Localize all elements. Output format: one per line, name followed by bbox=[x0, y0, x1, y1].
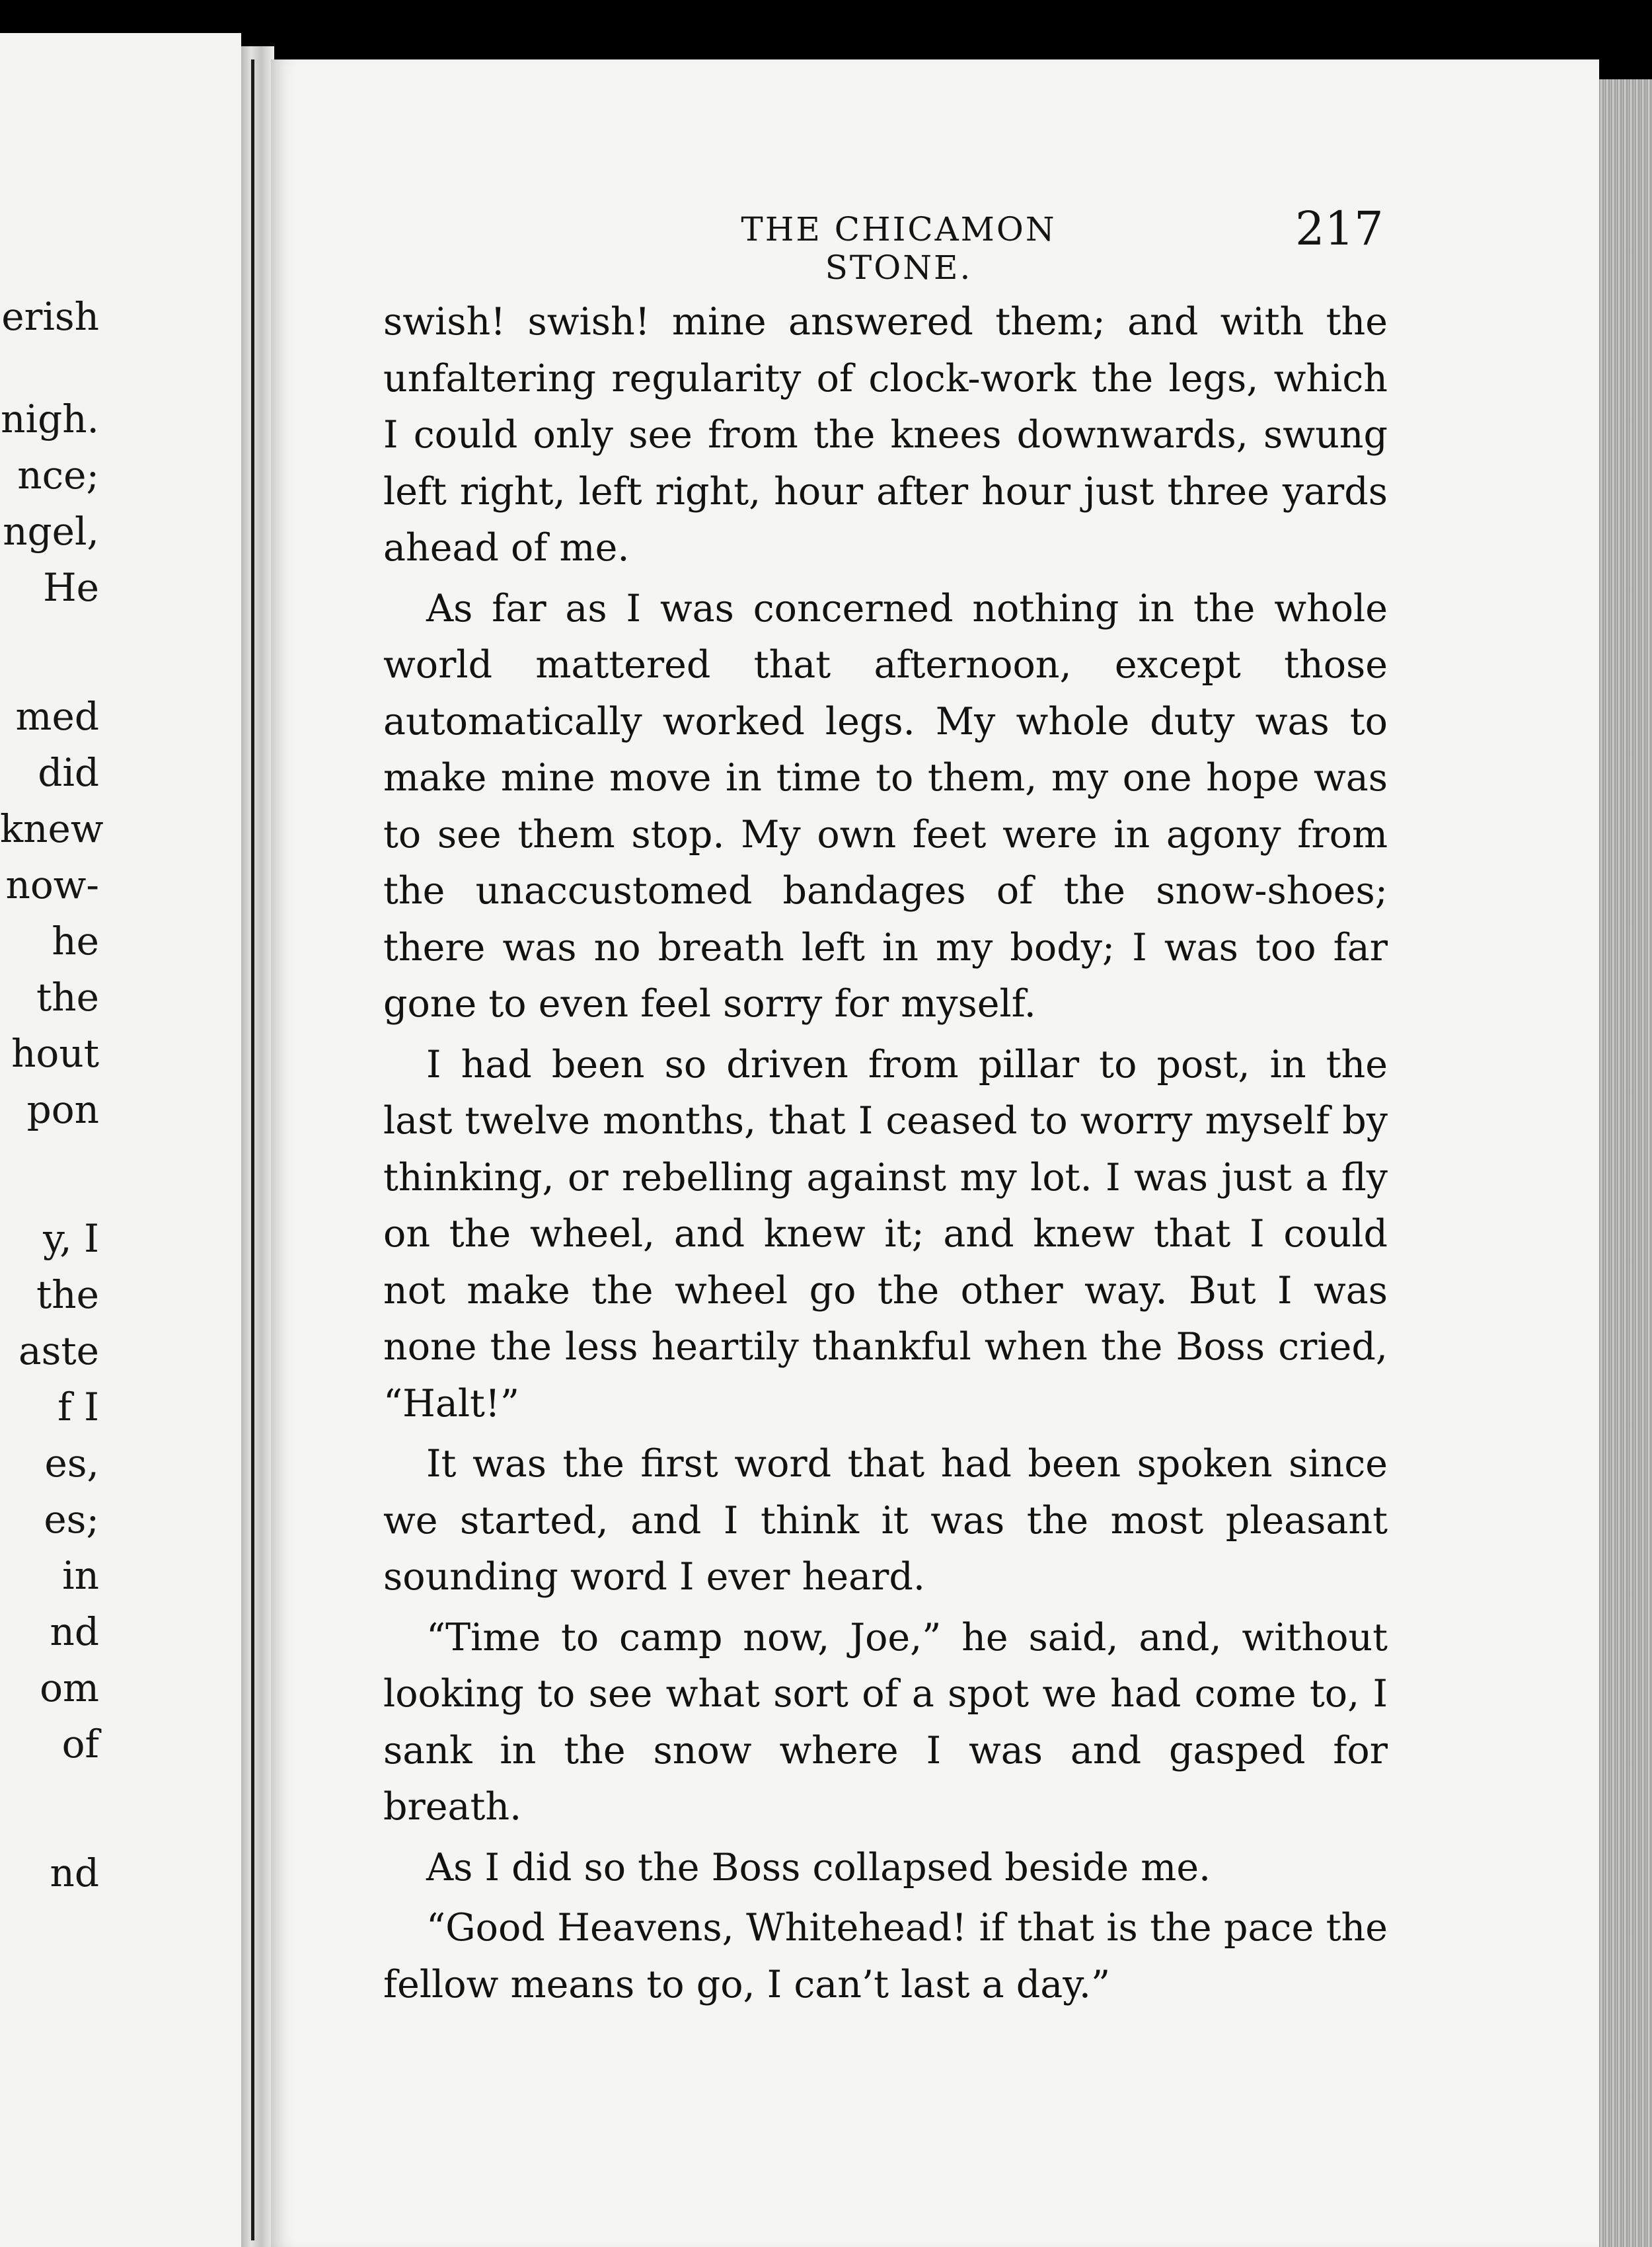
facing-page-fragment: in bbox=[62, 1553, 99, 1598]
facing-page-fragment: knew bbox=[0, 806, 104, 851]
spine-shadow-line bbox=[251, 59, 254, 2240]
facing-page-fragment: f I bbox=[57, 1385, 99, 1429]
facing-page-fragment: es, bbox=[44, 1441, 99, 1486]
facing-page-fragment: now- bbox=[5, 862, 99, 907]
paragraph: I had been so driven from pillar to post, in the last twelve months, that I ceased to worry myself by thinking, or rebelling against my lot. I was just a fly on the wheel, and knew it; and knew that I could not make the wheel go the other way. But I was none the less heartily thankful when the Boss cried, “Halt!” bbox=[383, 1042, 1388, 1426]
book-gutter bbox=[241, 46, 274, 2247]
facing-page-fragment: es; bbox=[44, 1497, 99, 1542]
paragraph: “Good Heavens, Whitehead! if that is the pace the fellow means to go, I can’t last a day.” bbox=[383, 1906, 1388, 2006]
facing-page-fragment: pon bbox=[26, 1087, 99, 1132]
paragraph: As far as I was concerned nothing in the whole world mattered that afternoon, except those automatically worked legs. My whole duty was to make mine move in time to them, my one hope was to see them stop. My own feet were in agony from the unaccustomed bandages of the snow-shoes; there was no breath left in my body; I was too far gone to even feel sorry for myself. bbox=[383, 586, 1388, 1026]
facing-page-fragment: of bbox=[61, 1722, 99, 1767]
facing-page-fragment: med bbox=[15, 694, 99, 739]
paragraph: “Time to camp now, Joe,” he said, and, without looking to see what sort of a spot we had come to, I sank in the snow where I was and gasped for breath. bbox=[383, 1615, 1388, 1829]
running-head: THE CHICAMON STONE. bbox=[741, 210, 1057, 287]
facing-page-fragment: nce; bbox=[17, 453, 99, 498]
facing-page-fragment: the bbox=[36, 1272, 99, 1317]
facing-page-fragment: hout bbox=[11, 1031, 99, 1076]
facing-page-fragment: om bbox=[40, 1665, 99, 1710]
facing-page-fragment: He bbox=[43, 565, 99, 610]
body-text bbox=[383, 294, 1388, 2017]
facing-page-fragment: aste bbox=[19, 1328, 99, 1373]
facing-page bbox=[0, 33, 241, 2247]
paragraph: As I did so the Boss collapsed beside me. bbox=[426, 1845, 1211, 1889]
paragraph: swish! swish! mine answered them; and with the unfaltering regularity of clock-work the legs, which I could only see from the knees downwards, swung left right, left right, hour after hour just three yards ahead of me. bbox=[383, 300, 1388, 570]
facing-page-fragment: erish bbox=[1, 294, 99, 339]
facing-page-fragment: the bbox=[36, 975, 99, 1020]
page-number: 217 bbox=[1295, 202, 1384, 256]
facing-page-fragment: did bbox=[38, 750, 99, 795]
facing-page-fragment: nd bbox=[50, 1850, 99, 1895]
facing-page-fragment: nigh. bbox=[1, 397, 99, 441]
facing-page-fragment: he bbox=[52, 919, 99, 964]
paragraph: It was the first word that had been spoken since we started, and I think it was the most pleasant sounding word I ever heard. bbox=[383, 1442, 1388, 1599]
facing-page-fragment: y, I bbox=[43, 1216, 99, 1261]
page-edges bbox=[1599, 79, 1652, 2247]
facing-page-fragment: ngel, bbox=[3, 509, 99, 554]
facing-page-fragment: nd bbox=[50, 1609, 99, 1654]
